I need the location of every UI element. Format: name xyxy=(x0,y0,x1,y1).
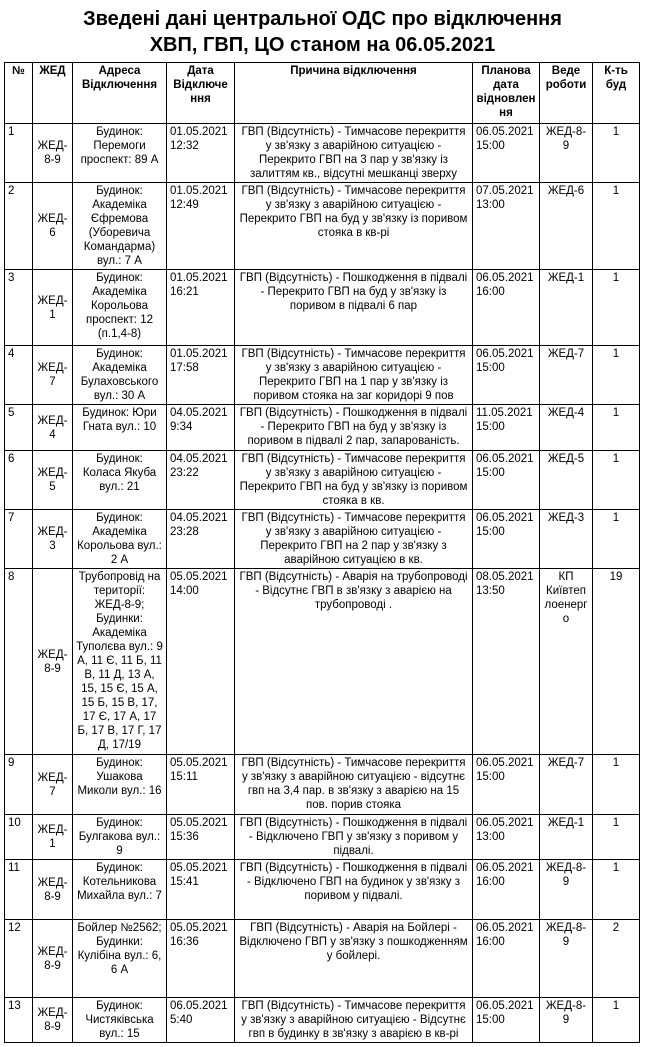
row-address: Будинок: Академіка Корольова проспект: 12 (п.1,4-8) xyxy=(73,270,167,346)
row-address: Будинок: Юри Гната вул.: 10 xyxy=(73,405,167,451)
table-row xyxy=(5,124,640,183)
header-count: К-ть буд xyxy=(593,63,640,124)
row-count: 1 xyxy=(593,270,640,346)
table-row xyxy=(5,451,640,510)
row-who: ЖЕД-8-9 xyxy=(540,860,593,920)
row-reason: ГВП (Відсутність) - Тимчасове перекриття у зв'язку з аварійною ситуацією - Перекрито ГВП на буд у зв'язку із поривом стояка в кв-рі xyxy=(235,183,473,270)
row-reason: ГВП (Відсутність) - Тимчасове перекриття у зв'язку з аварійною ситуацією - Відсутнє гвп в будинку в зв'язку з аварією в кв-рі xyxy=(235,998,473,1043)
row-date: 06.05.2021 5:40 xyxy=(167,998,235,1043)
row-address: Будинок: Академіка Корольова вул.: 2 А xyxy=(73,510,167,569)
row-zhed: ЖЕД-8-9 xyxy=(33,124,73,183)
row-who: ЖЕД-8-9 xyxy=(540,124,593,183)
row-reason: ГВП (Відсутність) - Пошкодження в підвалі - Перекрито ГВП на буд у зв'язку із поривом в підвалі 6 пар xyxy=(235,270,473,346)
header-row xyxy=(5,63,640,124)
row-address: Будинок: Булгакова вул.: 9 xyxy=(73,815,167,860)
row-zhed: ЖЕД-1 xyxy=(33,270,73,346)
row-num: 10 xyxy=(5,815,33,860)
row-count: 1 xyxy=(593,860,640,920)
row-reason: ГВП (Відсутність) - Тимчасове перекриття у зв'язку з аварійною ситуацією - Перекрито ГВП на 2 пар у зв'язку з аварійною ситуацією в кв. xyxy=(235,510,473,569)
row-num: 12 xyxy=(5,920,33,998)
row-plan: 11.05.2021 15:00 xyxy=(473,405,540,451)
table-header xyxy=(5,63,640,124)
row-who: ЖЕД-6 xyxy=(540,183,593,270)
row-zhed: ЖЕД-8-9 xyxy=(33,860,73,920)
table-row xyxy=(5,815,640,860)
table-row xyxy=(5,405,640,451)
row-reason: ГВП (Відсутність) - Тимчасове перекриття у зв'язку з аварійною ситуацією - Перекрито ГВП на 1 пар у зв'язку із поривом стояка на заг коридорі 9 пов xyxy=(235,346,473,405)
row-plan: 06.05.2021 15:00 xyxy=(473,755,540,815)
header-date: Дата Відключення xyxy=(167,63,235,124)
row-plan: 07.05.2021 13:00 xyxy=(473,183,540,270)
table-row xyxy=(5,569,640,755)
row-zhed: ЖЕД-8-9 xyxy=(33,920,73,998)
header-plan: Планова дата відновлення xyxy=(473,63,540,124)
row-plan: 06.05.2021 15:00 xyxy=(473,451,540,510)
row-plan: 06.05.2021 15:00 xyxy=(473,510,540,569)
row-num: 6 xyxy=(5,451,33,510)
row-who: КП Київтеплоенерго xyxy=(540,569,593,755)
row-date: 05.05.2021 15:11 xyxy=(167,755,235,815)
row-zhed: ЖЕД-7 xyxy=(33,346,73,405)
row-count: 1 xyxy=(593,124,640,183)
table-row xyxy=(5,998,640,1043)
row-num: 9 xyxy=(5,755,33,815)
row-address: Бойлер №2562; Будинки: Кулібіна вул.: 6, 6 А xyxy=(73,920,167,998)
table-row xyxy=(5,270,640,346)
row-num: 7 xyxy=(5,510,33,569)
row-address: Будинок: Коласа Якуба вул.: 21 xyxy=(73,451,167,510)
row-date: 04.05.2021 23:28 xyxy=(167,510,235,569)
outage-table xyxy=(4,62,640,1043)
header-who: Веде роботи xyxy=(540,63,593,124)
row-count: 1 xyxy=(593,998,640,1043)
row-address: Будинок: Чистяківська вул.: 15 xyxy=(73,998,167,1043)
row-count: 1 xyxy=(593,510,640,569)
row-plan: 06.05.2021 13:00 xyxy=(473,815,540,860)
row-num: 13 xyxy=(5,998,33,1043)
row-count: 1 xyxy=(593,183,640,270)
table-row xyxy=(5,860,640,920)
row-who: ЖЕД-3 xyxy=(540,510,593,569)
row-plan: 06.05.2021 16:00 xyxy=(473,860,540,920)
row-plan: 06.05.2021 16:00 xyxy=(473,920,540,998)
table-body xyxy=(5,124,640,1043)
row-date: 01.05.2021 12:49 xyxy=(167,183,235,270)
row-reason: ГВП (Відсутність) - Пошкодження в підвалі - Відключено ГВП у зв'язку з поривом у підвалі. xyxy=(235,815,473,860)
row-date: 05.05.2021 16:36 xyxy=(167,920,235,998)
row-zhed: ЖЕД-7 xyxy=(33,755,73,815)
header-zhed: ЖЕД xyxy=(33,63,73,124)
table-row xyxy=(5,510,640,569)
row-plan: 06.05.2021 15:00 xyxy=(473,998,540,1043)
row-address: Будинок: Академіка Єфремова (Уборевича Командарма) вул.: 7 А xyxy=(73,183,167,270)
row-count: 1 xyxy=(593,815,640,860)
row-who: ЖЕД-7 xyxy=(540,755,593,815)
row-zhed: ЖЕД-6 xyxy=(33,183,73,270)
row-address: Будинок: Котельникова Михайла вул.: 7 xyxy=(73,860,167,920)
row-plan: 08.05.2021 13:50 xyxy=(473,569,540,755)
row-count: 1 xyxy=(593,346,640,405)
row-num: 8 xyxy=(5,569,33,755)
row-zhed: ЖЕД-8-9 xyxy=(33,998,73,1043)
row-date: 05.05.2021 15:36 xyxy=(167,815,235,860)
row-date: 01.05.2021 12:32 xyxy=(167,124,235,183)
table-row xyxy=(5,920,640,998)
row-reason: ГВП (Відсутність) - Тимчасове перекриття у зв'язку з аварійною ситуацією - відсутнє гвп на 3,4 пар. в зв'язку з аварією на 15 пов. порив стояка xyxy=(235,755,473,815)
row-who: ЖЕД-1 xyxy=(540,270,593,346)
row-address: Будинок: Ушакова Миколи вул.: 16 xyxy=(73,755,167,815)
row-who: ЖЕД-8-9 xyxy=(540,998,593,1043)
row-zhed: ЖЕД-1 xyxy=(33,815,73,860)
row-date: 05.05.2021 15:41 xyxy=(167,860,235,920)
row-date: 01.05.2021 16:21 xyxy=(167,270,235,346)
row-zhed: ЖЕД-3 xyxy=(33,510,73,569)
row-reason: ГВП (Відсутність) - Тимчасове перекриття у зв'язку з аварійною ситуацією - Перекрито ГВП на буд у зв'язку із поривом стояка в кв. xyxy=(235,451,473,510)
row-date: 01.05.2021 17:58 xyxy=(167,346,235,405)
document-title-line1: Зведені дані центральної ОДС про відключення xyxy=(83,8,562,30)
row-date: 04.05.2021 23:22 xyxy=(167,451,235,510)
row-count: 1 xyxy=(593,405,640,451)
header-reason: Причина відключення xyxy=(235,63,473,124)
row-num: 5 xyxy=(5,405,33,451)
row-reason: ГВП (Відсутність) - Тимчасове перекриття у зв'язку з аварійною ситуацією - Перекрито ГВП на 3 пар у зв'язку із залиттям кв., відсутні мешканці зверху xyxy=(235,124,473,183)
row-zhed: ЖЕД-4 xyxy=(33,405,73,451)
row-reason: ГВП (Відсутність) - Пошкодження в підвалі - Перекрито ГВП на буд у зв'язку із поривом в підвалі 2 пар, запарованість. xyxy=(235,405,473,451)
table-row xyxy=(5,346,640,405)
row-num: 2 xyxy=(5,183,33,270)
row-num: 1 xyxy=(5,124,33,183)
row-address: Будинок: Перемоги проспект: 89 А xyxy=(73,124,167,183)
row-plan: 06.05.2021 15:00 xyxy=(473,124,540,183)
table-row xyxy=(5,755,640,815)
row-plan: 06.05.2021 16:00 xyxy=(473,270,540,346)
row-reason: ГВП (Відсутність) - Пошкодження в підвалі - Відключено ГВП на будинок у зв'язку з поривом у підвалі. xyxy=(235,860,473,920)
row-who: ЖЕД-5 xyxy=(540,451,593,510)
row-plan: 06.05.2021 15:00 xyxy=(473,346,540,405)
row-who: ЖЕД-7 xyxy=(540,346,593,405)
row-count: 2 xyxy=(593,920,640,998)
row-count: 1 xyxy=(593,755,640,815)
row-num: 4 xyxy=(5,346,33,405)
document-title-line2: ХВП, ГВП, ЦО станом на 06.05.2021 xyxy=(149,34,496,56)
row-date: 05.05.2021 14:00 xyxy=(167,569,235,755)
row-who: ЖЕД-1 xyxy=(540,815,593,860)
row-address: Трубопровід на території: ЖЕД-8-9; Будинки: Академіка Туполєва вул.: 9 А, 11 Є, 11 Б, 11 В, 11 Д, 13 А, 15, 15 Є, 15 А, 15 Б, 15 В, 17, 17 Є, 17 А, 17 Б, 17 В, 17 Г, 17 Д, 17/19 xyxy=(73,569,167,755)
row-count: 19 xyxy=(593,569,640,755)
row-address: Будинок: Академіка Булаховського вул.: 30 А xyxy=(73,346,167,405)
table-row xyxy=(5,183,640,270)
row-date: 04.05.2021 9:34 xyxy=(167,405,235,451)
row-who: ЖЕД-4 xyxy=(540,405,593,451)
row-num: 3 xyxy=(5,270,33,346)
header-num: № xyxy=(5,63,33,124)
row-reason: ГВП (Відсутність) - Аварія на Бойлері - Відключено ГВП у зв'язку з пошкодженням у бойлері. xyxy=(235,920,473,998)
row-who: ЖЕД-8-9 xyxy=(540,920,593,998)
row-zhed: ЖЕД-5 xyxy=(33,451,73,510)
row-num: 11 xyxy=(5,860,33,920)
row-reason: ГВП (Відсутність) - Аварія на трубопроводі - Відсутнє ГВП в зв'язку з аварією на трубопроводі . xyxy=(235,569,473,755)
row-zhed: ЖЕД-8-9 xyxy=(33,569,73,755)
header-address: Адреса Відключення xyxy=(73,63,167,124)
row-count: 1 xyxy=(593,451,640,510)
